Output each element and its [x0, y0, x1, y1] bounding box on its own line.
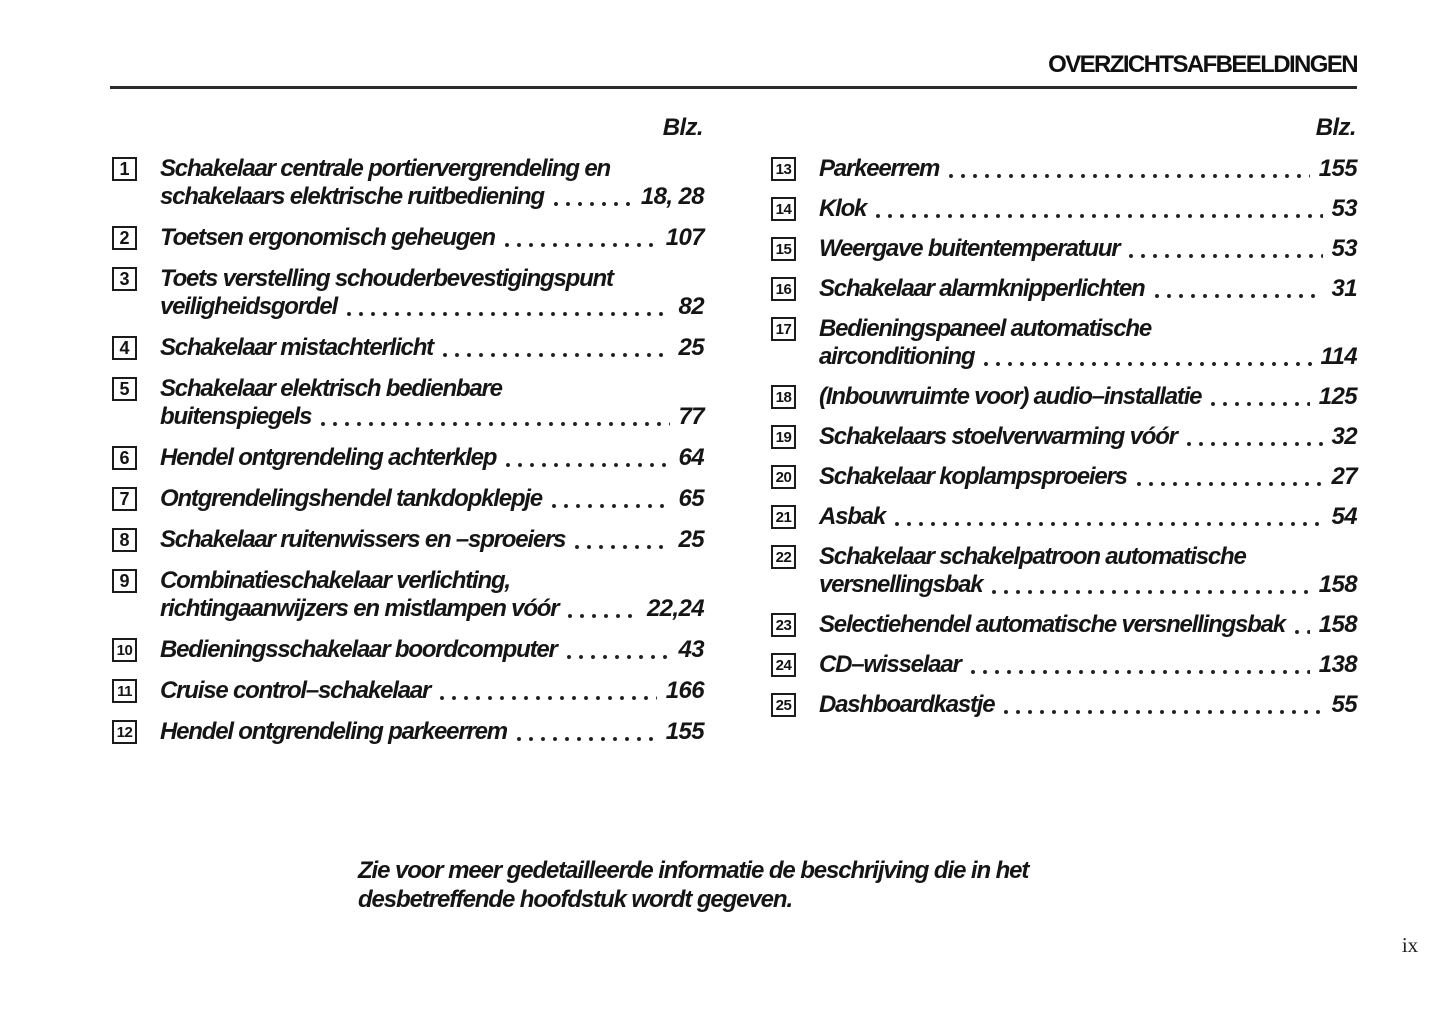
item-number-box: 14	[771, 197, 796, 221]
toc-item	[112, 526, 704, 554]
toc-item-text	[160, 375, 704, 431]
toc-item	[771, 275, 1357, 303]
item-number-box: 24	[771, 653, 796, 677]
toc-item-label: Ontgrendelingshendel tankdopklepje	[160, 485, 542, 512]
toc-item-text	[160, 526, 704, 554]
item-number-box: 21	[771, 505, 796, 529]
toc-item-page: 166	[665, 677, 704, 704]
dot-leader	[895, 522, 1322, 526]
dot-leader	[876, 214, 1322, 218]
toc-item-page: 53	[1331, 235, 1357, 262]
toc-item-line	[160, 526, 704, 554]
toc-item-page: 64	[678, 444, 704, 471]
toc-item-label: richtingaanwijzers en mistlampen vóór	[160, 595, 559, 622]
toc-item-page: 25	[678, 334, 704, 361]
toc-item-page: 107	[665, 224, 704, 251]
toc-item-line	[819, 383, 1357, 411]
toc-item-line	[819, 195, 1357, 223]
toc-item-text	[160, 485, 704, 513]
toc-item-label: Bedieningsschakelaar boordcomputer	[160, 636, 557, 663]
toc-item-page: 43	[678, 636, 704, 663]
toc-item-label: Selectiehendel automatische versnellingsbak	[819, 611, 1285, 638]
dot-leader	[347, 312, 670, 316]
toc-item-label: Toetsen ergonomisch geheugen	[160, 224, 495, 251]
toc-item-label: Parkeerrem	[819, 155, 940, 182]
toc-item-label: (Inbouwruimte voor) audio–installatie	[819, 383, 1202, 410]
toc-item-label: Cruise control–schakelaar	[160, 677, 431, 704]
toc-item-text	[819, 543, 1357, 599]
toc-item-label: Klok	[819, 195, 867, 222]
toc-item-line	[160, 485, 704, 513]
dot-leader	[567, 655, 670, 659]
toc-item-label: Schakelaar alarmknipperlichten	[819, 275, 1145, 302]
toc-item-line	[160, 403, 704, 431]
toc-item-page: 31	[1331, 275, 1357, 302]
dot-leader	[949, 174, 1310, 178]
toc-item-label: Hendel ontgrendeling parkeerrem	[160, 718, 507, 745]
item-number-box: 20	[771, 465, 796, 489]
toc-item-page: 158	[1318, 571, 1357, 598]
toc-item-page: 155	[665, 718, 704, 745]
toc-item-label: veiligheidsgordel	[160, 293, 337, 320]
toc-item-text	[819, 235, 1357, 263]
item-number-box: 9	[112, 569, 137, 593]
toc-item-text	[160, 155, 704, 211]
item-number-box: 5	[112, 377, 137, 401]
toc-item-label: schakelaars elektrische ruitbediening	[160, 183, 544, 210]
toc-item-line	[160, 567, 704, 595]
toc-item-line	[819, 651, 1357, 679]
dot-leader	[1155, 294, 1323, 298]
page-number: ix	[1401, 933, 1419, 957]
toc-item	[771, 423, 1357, 451]
toc-item-label: airconditioning	[819, 343, 975, 370]
footer-note-line: Zie voor meer gedetailleerde informatie de beschrijving die in het	[358, 857, 1029, 884]
toc-item-page: 125	[1318, 383, 1357, 410]
dot-leader	[1129, 254, 1322, 258]
toc-column-left	[112, 114, 704, 759]
dot-leader	[554, 202, 632, 206]
toc-item-label: Weergave buitentemperatuur	[819, 235, 1120, 262]
toc-item-page: 25	[678, 526, 704, 553]
toc-item	[771, 463, 1357, 491]
toc-item-page: 65	[678, 485, 704, 512]
toc-item-line	[819, 503, 1357, 531]
toc-item-page: 53	[1331, 195, 1357, 222]
dot-leader	[506, 463, 669, 467]
toc-item-line	[160, 183, 704, 211]
toc-item	[112, 265, 704, 321]
toc-item-label: Schakelaar centrale portiervergrendeling en	[160, 155, 610, 182]
toc-item-text	[160, 224, 704, 252]
toc-item	[771, 383, 1357, 411]
toc-item-line	[819, 235, 1357, 263]
toc-item-line	[819, 343, 1357, 371]
toc-item-label: Toets verstelling schouderbevestigingspunt	[160, 265, 613, 292]
toc-item	[112, 677, 704, 705]
item-number-box: 13	[771, 157, 796, 181]
toc-item-text	[160, 567, 704, 623]
footer-note	[358, 856, 1098, 914]
toc-item	[771, 503, 1357, 531]
dot-leader	[552, 504, 670, 508]
dot-leader	[1004, 710, 1322, 714]
page-column-header: Blz.	[662, 114, 703, 141]
toc-item-page: 32	[1331, 423, 1357, 450]
toc-item-text	[160, 718, 704, 746]
toc-item-line	[819, 315, 1357, 343]
toc-item	[771, 651, 1357, 679]
item-number-box: 8	[112, 528, 137, 552]
toc-item	[112, 718, 704, 746]
toc-item	[112, 334, 704, 362]
item-number-box: 11	[112, 679, 137, 703]
item-number-box: 16	[771, 277, 796, 301]
dot-leader	[505, 243, 657, 247]
item-number-box: 23	[771, 613, 796, 637]
toc-item-page: 82	[678, 293, 704, 320]
toc-item-text	[160, 334, 704, 362]
toc-item-line	[160, 636, 704, 664]
dot-leader	[443, 353, 670, 357]
toc-item-label: Schakelaar mistachterlicht	[160, 334, 433, 361]
toc-item-line	[819, 463, 1357, 491]
page-column-header: Blz.	[1315, 114, 1356, 141]
toc-item-page: 77	[678, 403, 704, 430]
toc-item-page: 18, 28	[640, 183, 704, 210]
toc-item	[112, 224, 704, 252]
toc-column-right	[771, 114, 1357, 731]
toc-item-line	[819, 423, 1357, 451]
item-number-box: 1	[112, 157, 137, 181]
toc-item-label: Asbak	[819, 503, 886, 530]
item-number-box: 6	[112, 446, 137, 470]
toc-item-line	[160, 224, 704, 252]
toc-item-text	[160, 444, 704, 472]
toc-item-text	[160, 677, 704, 705]
toc-item	[112, 567, 704, 623]
item-number-box: 12	[112, 720, 137, 744]
toc-item-line	[160, 677, 704, 705]
toc-item-text	[819, 423, 1357, 451]
toc-item-line	[160, 444, 704, 472]
toc-item-label: Schakelaars stoelverwarming vóór	[819, 423, 1177, 450]
toc-item-page: 54	[1331, 503, 1357, 530]
toc-item-text	[819, 651, 1357, 679]
item-number-box: 10	[112, 638, 137, 662]
toc-item-page: 22,24	[646, 595, 704, 622]
toc-item-text	[160, 265, 704, 321]
dot-leader	[517, 737, 657, 741]
header-rule	[110, 86, 1357, 89]
toc-item-label: Bedieningspaneel automatische	[819, 315, 1151, 342]
dot-leader	[575, 545, 669, 549]
toc-item	[771, 195, 1357, 223]
toc-item-page: 114	[1320, 343, 1357, 370]
toc-item-line	[160, 155, 704, 183]
toc-item-line	[819, 155, 1357, 183]
toc-item-label: Dashboardkastje	[819, 691, 995, 718]
item-number-box: 22	[771, 545, 796, 569]
toc-item-line	[160, 718, 704, 746]
toc-item-line	[819, 543, 1357, 571]
toc-item-line	[160, 334, 704, 362]
toc-item-line	[819, 611, 1357, 639]
toc-item	[771, 691, 1357, 719]
dot-leader	[1187, 442, 1323, 446]
toc-item-label: buitenspiegels	[160, 403, 312, 430]
toc-item-line	[819, 275, 1357, 303]
toc-item-line	[160, 595, 704, 623]
toc-item-text	[819, 691, 1357, 719]
toc-item-page: 158	[1318, 611, 1357, 638]
toc-item	[771, 155, 1357, 183]
toc-item-label: Schakelaar elektrisch bedienbare	[160, 375, 502, 402]
dot-leader	[440, 696, 657, 700]
item-number-box: 3	[112, 267, 137, 291]
toc-item-line	[160, 293, 704, 321]
toc-item-page: 55	[1331, 691, 1357, 718]
item-number-box: 25	[771, 693, 796, 717]
toc-item-page: 27	[1331, 463, 1357, 490]
item-number-box: 2	[112, 226, 137, 250]
toc-item-label: Schakelaar koplampsproeiers	[819, 463, 1127, 490]
toc-item	[771, 235, 1357, 263]
toc-item-text	[819, 275, 1357, 303]
toc-item-label: versnellingsbak	[819, 571, 983, 598]
toc-item-page: 155	[1318, 155, 1357, 182]
toc-item-label: Schakelaar schakelpatroon automatische	[819, 543, 1246, 570]
toc-item-label: Combinatieschakelaar verlichting,	[160, 567, 510, 594]
dot-leader	[1295, 630, 1310, 634]
toc-item-text	[819, 503, 1357, 531]
item-number-box: 19	[771, 425, 796, 449]
footer-note-line: desbetreffende hoofdstuk wordt gegeven.	[358, 886, 793, 913]
item-number-box: 18	[771, 385, 796, 409]
toc-item	[771, 543, 1357, 599]
toc-item-line	[160, 375, 704, 403]
toc-item-line	[160, 265, 704, 293]
toc-item-text	[819, 315, 1357, 371]
page-title: OVERZICHTSAFBEELDINGEN	[1048, 51, 1357, 78]
toc-item-text	[819, 195, 1357, 223]
toc-item-text	[819, 463, 1357, 491]
dot-leader	[984, 362, 1311, 366]
toc-item-label: Hendel ontgrendeling achterklep	[160, 444, 497, 471]
dot-leader	[992, 590, 1309, 594]
dot-leader	[1137, 482, 1323, 486]
dot-leader	[568, 614, 638, 618]
toc-item-label: CD–wisselaar	[819, 651, 961, 678]
dot-leader	[971, 670, 1310, 674]
toc-item	[112, 375, 704, 431]
toc-item-line	[819, 691, 1357, 719]
toc-item-line	[819, 571, 1357, 599]
toc-item-text	[819, 155, 1357, 183]
dot-leader	[1211, 402, 1309, 406]
toc-item	[771, 315, 1357, 371]
toc-item-text	[819, 383, 1357, 411]
item-number-box: 17	[771, 317, 796, 341]
item-number-box: 7	[112, 487, 137, 511]
toc-item-label: Schakelaar ruitenwissers en –sproeiers	[160, 526, 566, 553]
toc-item-page: 138	[1318, 651, 1357, 678]
toc-item	[112, 485, 704, 513]
toc-item	[771, 611, 1357, 639]
toc-item	[112, 155, 704, 211]
toc-item-text	[819, 611, 1357, 639]
toc-item-text	[160, 636, 704, 664]
dot-leader	[321, 422, 669, 426]
item-number-box: 4	[112, 336, 137, 360]
toc-item	[112, 636, 704, 664]
item-number-box: 15	[771, 237, 796, 261]
toc-item	[112, 444, 704, 472]
